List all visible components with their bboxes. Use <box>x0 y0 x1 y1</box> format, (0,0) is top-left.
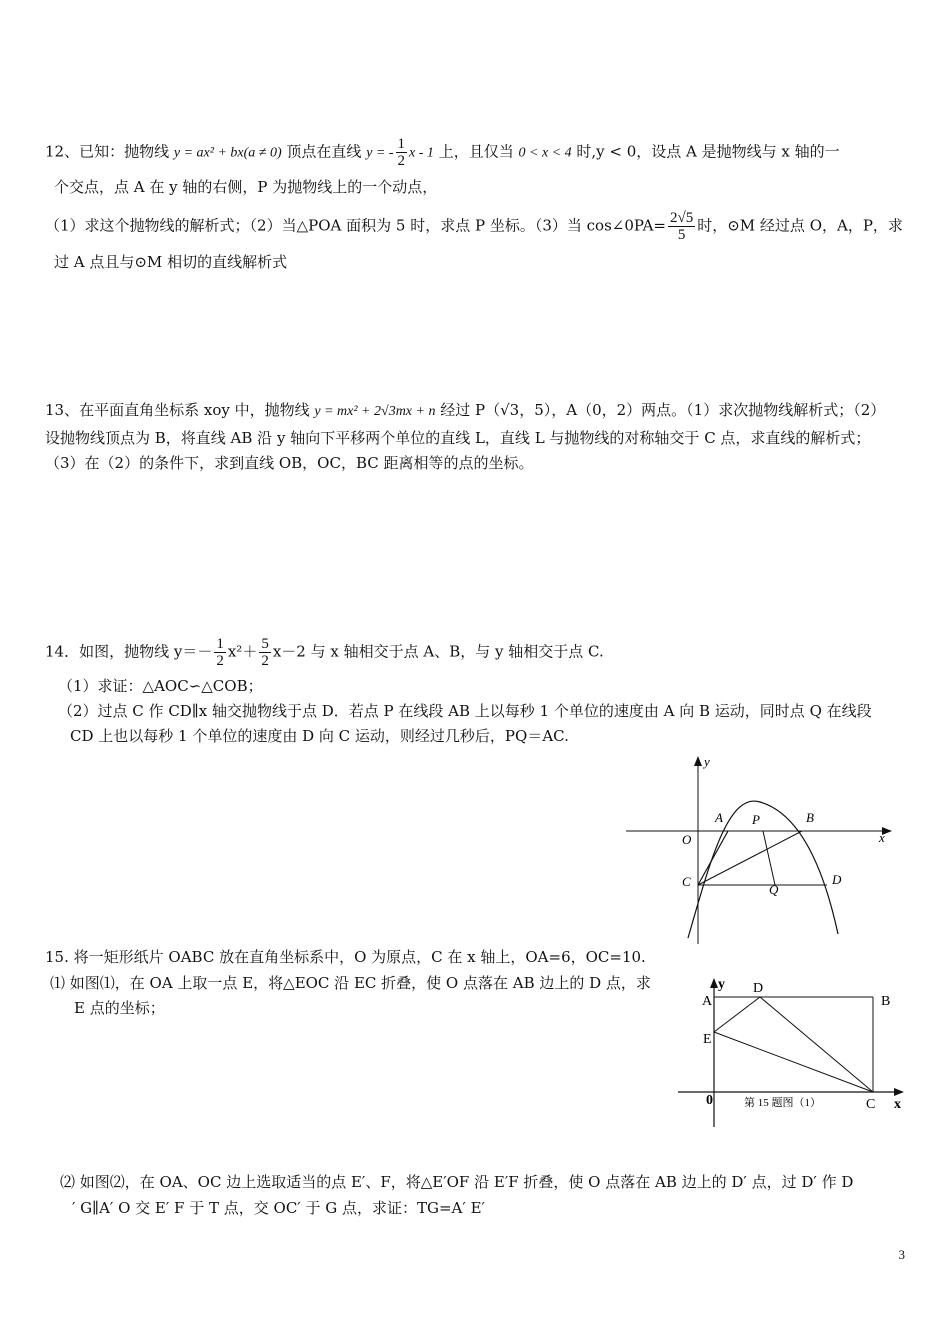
q14-figure <box>620 752 900 948</box>
q14-label-A: A <box>715 810 723 825</box>
q14-segment-PQ <box>763 831 775 885</box>
q14-y-arrow <box>694 756 702 766</box>
page-number: 3 <box>898 1247 905 1262</box>
q15-caption: 第 15 题图（1） <box>744 1097 821 1109</box>
q14-label-x: x <box>879 830 885 845</box>
q15-line3: E 点的坐标； <box>74 999 165 1017</box>
q15-label-D: D <box>753 981 764 996</box>
q15-label-A: A <box>702 994 713 1009</box>
q14-label-D: D <box>832 872 842 887</box>
q13-line3: （3）在（2）的条件下，求到直线 OB，OC，BC 距离相等的点的坐标。 <box>45 454 534 472</box>
q14-line3: （2）过点 C 作 CD∥x 轴交抛物线于点 D．若点 P 在线段 AB 上以每秒 1 个单位的速度由 A 向 B 运动，同时点 Q 在线段 <box>58 702 872 720</box>
q12-parabola-equation: y = ax² + bx(a ≠ 0) <box>173 145 282 161</box>
q14-label-B: B <box>806 810 814 825</box>
q12-line3: （1）求这个抛物线的解析式；（2）当△POA 面积为 5 时，求点 P 坐标。（3）当 cos∠0PA= $\frac{2√5}{5}$ 时，⊙M 经过点 O，A，P，求 <box>45 210 903 243</box>
q15-figure <box>676 972 908 1130</box>
q14-line2: （1）求证：△AOC∽△COB； <box>58 677 263 695</box>
q15-line2: ⑴ 如图⑴，在 OA 上取一点 E，将△EOC 沿 EC 折叠，使 O 点落在 AB 边上的 D 点，求 <box>50 974 651 992</box>
q15-segment-DC <box>760 997 873 1092</box>
q14-label-O: O <box>682 832 692 847</box>
q15-line5: ′ G∥A′ O 交 E′ F 于 T 点，交 OC′ 于 G 点，求证：TG=A′ E′ <box>72 1199 485 1217</box>
q14-parabola <box>688 801 838 938</box>
q14-line4: CD 上也以每秒 1 个单位的速度由 D 向 C 运动，则经过几秒后，PQ＝AC. <box>70 727 569 745</box>
q15-label-B: B <box>881 994 891 1009</box>
q14-label-C: C <box>682 874 691 889</box>
q15-x-arrow <box>894 1088 904 1096</box>
q13-line1: 13、在平面直角坐标系 xoy 中，抛物线 y = mx² + 2√3mx + n 经过 P（√3，5），A（0，2）两点。（1）求次抛物线解析式；（2） <box>45 401 886 419</box>
q13-line2: 设抛物线顶点为 B，将直线 AB 沿 y 轴向下平移两个单位的直线 L，直线 L 与抛物线的对称轴交于 C 点，求直线的解析式； <box>45 429 871 447</box>
q15-label-y: y <box>718 977 725 992</box>
q14-fraction-1: $\frac{1}{2}$ <box>216 636 224 669</box>
q15-label-C: C <box>866 1097 876 1112</box>
q15-label-E: E <box>703 1032 712 1047</box>
q15-segment-EC <box>714 1032 873 1092</box>
q14-label-Q: Q <box>769 882 779 897</box>
q15-segment-ED <box>714 997 760 1032</box>
q15-label-x: x <box>894 1097 901 1112</box>
q12-cos-fraction: $\frac{2√5}{5}$ <box>670 210 694 243</box>
q14-label-P: P <box>752 812 760 827</box>
q15-y-arrow <box>710 978 718 988</box>
q12-fraction: $\frac{1}{2}$ <box>397 136 406 169</box>
q15-label-O: 0 <box>706 1093 713 1108</box>
q13-parabola-equation: y = mx² + 2√3mx + n <box>314 404 436 419</box>
q12-line4: 过 A 点且与⊙M 相切的直线解析式 <box>54 253 288 271</box>
q14-fraction-2: $\frac{5}{2}$ <box>261 636 269 669</box>
q12-line1: 12、已知：抛物线 y = ax² + bx(a ≠ 0) 顶点在直线 y = - $\frac{1}{2}$ x - 1 上，且仅当 0 < x < 4 时,y < 0，设点 A 是抛物线与 x 轴的一 <box>45 136 840 169</box>
q15-line1: 15. 将一矩形纸片 OABC 放在直角坐标系中，O 为原点，C 在 x 轴上，OA=6，OC=10. <box>45 948 646 966</box>
q14-label-y: y <box>704 754 710 769</box>
q12-line2: 个交点，点 A 在 y 轴的右侧，P 为抛物线上的一个动点， <box>54 178 438 196</box>
q15-line4: ⑵ 如图⑵，在 OA、OC 边上选取适当的点 E′、F，将△E′OF 沿 E′F 折叠，使 O 点落在 AB 边上的 D′ 点，过 D′ 作 D <box>60 1173 854 1191</box>
q14-line1: 14．如图，抛物线 y＝－ $\frac{1}{2}$ x²＋ $\frac{5}{2}$ x－2 与 x 轴相交于点 A、B，与 y 轴相交于点 C. <box>45 636 604 669</box>
